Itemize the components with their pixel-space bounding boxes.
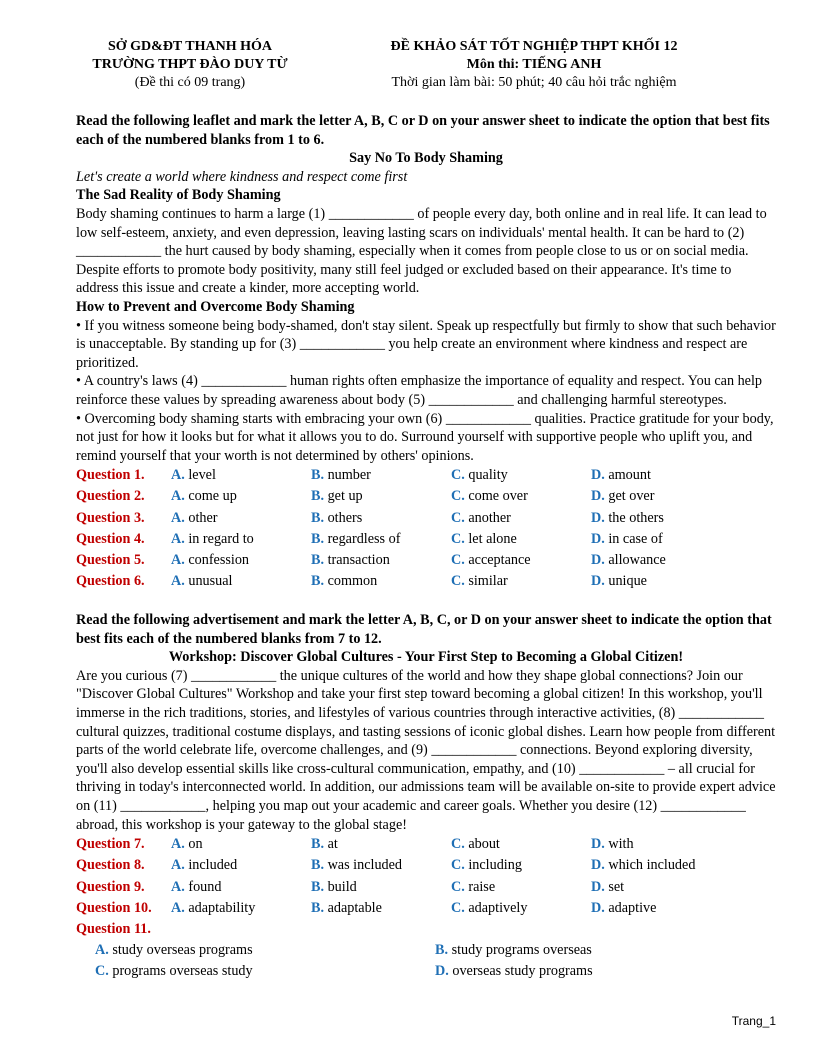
question-number: Question 11.: [76, 920, 151, 937]
option-a[interactable]: A. other: [171, 509, 218, 526]
option-a[interactable]: A. adaptability: [171, 899, 256, 916]
leaflet-bullet-1: • If you witness someone being body-shamed, don't stay silent. Speak up respectfully but firmly to show that such behavior is unacceptable. By standing up for (3) ____________ you help create an environment where kindness and respect are prioritized.: [76, 317, 776, 371]
section1-questions: [76, 465, 776, 592]
option-b[interactable]: B. regardless of: [311, 530, 401, 547]
question-row: [76, 465, 776, 486]
option-c[interactable]: C. let alone: [451, 530, 517, 547]
option-c[interactable]: C. acceptance: [451, 552, 531, 569]
option-c[interactable]: C. raise: [451, 878, 496, 895]
question-number: Question 3.: [76, 509, 145, 526]
question-row: [76, 486, 776, 507]
section1-instruction: Read the following leaflet and mark the letter A, B, C or D on your answer sheet to indicate the option that best fits each of the numbered blanks from 1 to 6.: [76, 113, 770, 148]
option-b[interactable]: B. at: [311, 836, 338, 853]
option-d[interactable]: D. overseas study programs: [435, 963, 593, 980]
advertisement-title: Workshop: Discover Global Cultures - Your First Step to Becoming a Global Citizen!: [168, 649, 684, 666]
option-b[interactable]: B. study programs overseas: [435, 942, 592, 959]
option-b[interactable]: B. common: [311, 573, 378, 590]
question-row: [76, 898, 776, 919]
option-c[interactable]: C. come over: [451, 488, 528, 505]
option-d[interactable]: D. allowance: [591, 552, 666, 569]
option-a[interactable]: A. confession: [171, 552, 250, 569]
advertisement-paragraph: Are you curious (7) ____________ the unique cultures of the world and how they shape global connections? Join our "Discover Global Cultures" Workshop and take your first step toward becoming a global citizen! In this workshop, you'll immerse in the rich traditions, stories, and lifestyles of various countries through interactive activities, (8) ____________ cultural quizzes, traditional costume displays, and tasting sessions of iconic global dishes. Learn how people from different parts of the world celebrate life, overcome challenges, and (9) ____________ connections. Beyond exploring diversity, you'll also develop essential skills like cross-cultural communication, empathy, and (10) ____________ – all crucial for thriving in today's interconnected world. In addition, our admissions team will be available on-site to provide expert advice on (11) ____________, helping you map out your academic and career goals. Whether you desire (12) ____________ abroad, this workshop is your gateway to the global stage!: [76, 667, 776, 833]
page-count-note: (Đề thi có 09 trang): [134, 75, 246, 90]
leaflet-bullet-3: • Overcoming body shaming starts with embracing your own (6) ____________ qualities. Practice gratitude for your body, not just for how it looks but for what it allows you to do. Surround yourself with supportive people who uplift you, and remind yourself that your worth is not determined by others' opinions.: [76, 410, 774, 464]
option-a[interactable]: A. study overseas programs: [95, 942, 253, 959]
option-c[interactable]: C. including: [451, 857, 522, 874]
option-d[interactable]: D. set: [591, 878, 625, 895]
question-number: Question 8.: [76, 857, 145, 874]
question-row: [76, 550, 776, 571]
section2-instruction: Read the following advertisement and mark the letter A, B, C, or D on your answer sheet to indicate the option that best fits each of the numbered blanks from 7 to 12.: [76, 612, 772, 647]
question-row: [76, 855, 776, 876]
question-row: [76, 877, 776, 898]
question-number: Question 4.: [76, 530, 145, 547]
option-b[interactable]: B. get up: [311, 488, 363, 505]
leaflet-paragraph-1: Body shaming continues to harm a large (1) ____________ of people every day, both online and in real life. It can lead to low self-esteem, anxiety, and even depression, leaving lasting scars on individuals' mental health. It can be hard to (2) ____________ the hurt caused by body shaming, especially when it comes from people close to us or on social media. Despite efforts to promote body positivity, many still feel judged or excluded based on their appearance. It's time to address this issue and create a kinder, more accepting world.: [76, 205, 767, 297]
option-a[interactable]: A. level: [171, 467, 216, 484]
leaflet-title: Say No To Body Shaming: [349, 150, 503, 167]
option-d[interactable]: D. with: [591, 836, 634, 853]
question-row: [76, 508, 776, 529]
section2-questions: [76, 834, 776, 982]
option-b[interactable]: B. number: [311, 467, 371, 484]
question-row: [76, 834, 776, 855]
question-number: Question 6.: [76, 573, 145, 590]
option-d[interactable]: D. amount: [591, 467, 651, 484]
option-b[interactable]: B. adaptable: [311, 899, 382, 916]
option-a[interactable]: A. in regard to: [171, 530, 254, 547]
option-d[interactable]: D. adaptive: [591, 899, 657, 916]
option-b[interactable]: B. build: [311, 878, 357, 895]
leaflet-bullet-2: • A country's laws (4) ____________ human rights often emphasize the importance of equality and respect. You can help reinforce these values by spreading awareness about body (5) ____________ and challenging harmful stereotypes.: [76, 373, 763, 408]
question-row: [76, 571, 776, 592]
option-d[interactable]: D. in case of: [591, 530, 663, 547]
exam-duration: Thời gian làm bài: 50 phút; 40 câu hỏi trắc nghiệm: [391, 75, 677, 90]
option-c[interactable]: C. similar: [451, 573, 508, 590]
option-a[interactable]: A. come up: [171, 488, 237, 505]
question-11-options-row-1: [76, 940, 776, 961]
exam-title: ĐỀ KHẢO SÁT TỐT NGHIỆP THPT KHỐI 12: [390, 39, 678, 54]
option-a[interactable]: A. included: [171, 857, 238, 874]
exam-header: [360, 38, 708, 92]
option-c[interactable]: C. quality: [451, 467, 508, 484]
school-header: [66, 38, 314, 92]
section-spacer: [76, 592, 776, 611]
question-row: [76, 529, 776, 550]
exam-subject: Môn thi: TIẾNG ANH: [466, 57, 602, 72]
option-a[interactable]: A. on: [171, 836, 203, 853]
option-d[interactable]: D. which included: [591, 857, 696, 874]
question-number: Question 9.: [76, 878, 145, 895]
leaflet-heading-1: The Sad Reality of Body Shaming: [76, 187, 281, 204]
leaflet-heading-2: How to Prevent and Overcome Body Shaming: [76, 298, 355, 315]
school-name: TRƯỜNG THPT ĐÀO DUY TỪ: [92, 57, 288, 72]
question-number: Question 10.: [76, 899, 152, 916]
question-11-options-row-2: [76, 961, 776, 982]
leaflet-subtitle: Let's create a world where kindness and respect come first: [76, 168, 408, 185]
option-c[interactable]: C. about: [451, 836, 500, 853]
option-b[interactable]: B. was included: [311, 857, 403, 874]
option-d[interactable]: D. unique: [591, 573, 647, 590]
option-b[interactable]: B. transaction: [311, 552, 390, 569]
option-d[interactable]: D. get over: [591, 488, 655, 505]
exam-content: [76, 112, 776, 982]
option-c[interactable]: C. adaptively: [451, 899, 528, 916]
page-footer: Trang_1: [731, 1014, 776, 1028]
option-b[interactable]: B. others: [311, 509, 363, 526]
question-number: Question 2.: [76, 488, 145, 505]
option-a[interactable]: A. found: [171, 878, 222, 895]
question-number: Question 1.: [76, 467, 145, 484]
department-name: SỞ GD&ĐT THANH HÓA: [107, 39, 272, 54]
question-number: Question 5.: [76, 552, 145, 569]
option-d[interactable]: D. the others: [591, 509, 664, 526]
question-number: Question 7.: [76, 836, 145, 853]
option-a[interactable]: A. unusual: [171, 573, 233, 590]
option-c[interactable]: C. another: [451, 509, 511, 526]
option-c[interactable]: C. programs overseas study: [95, 963, 253, 980]
